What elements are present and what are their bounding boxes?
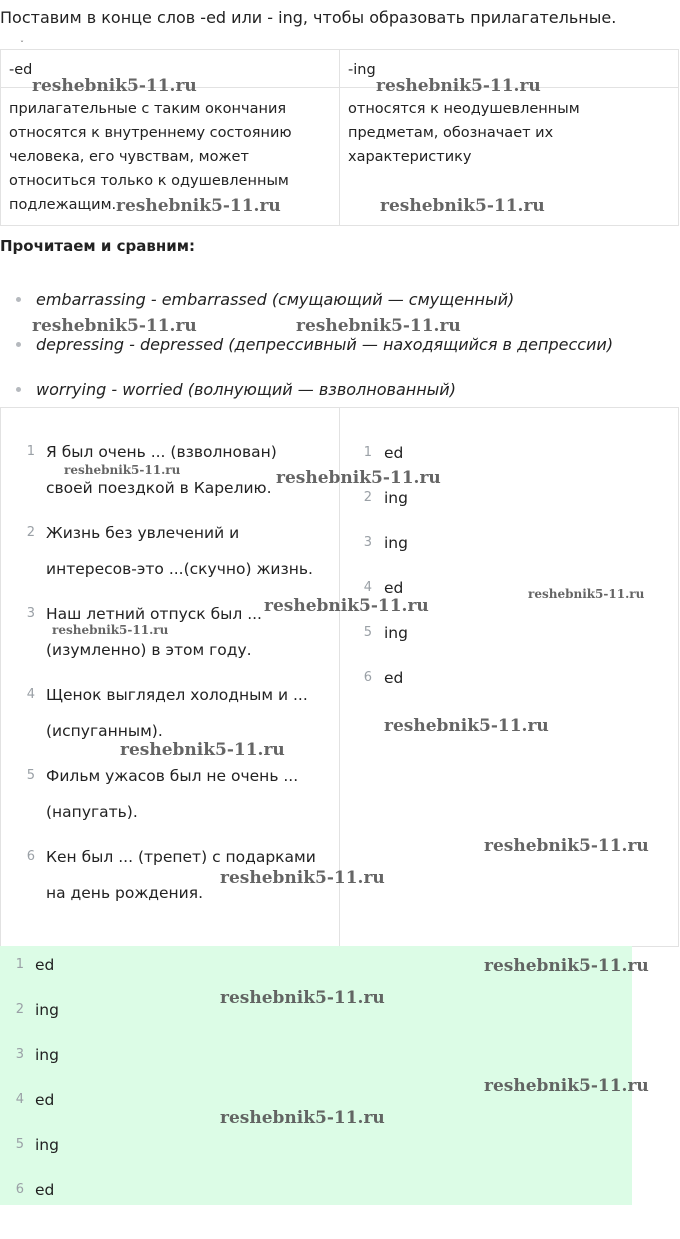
question-number: 1 <box>26 444 35 459</box>
answer-number: 5 <box>363 625 372 640</box>
watermark: reshebnik5-11.ru <box>120 740 285 760</box>
bullet-icon <box>16 342 21 347</box>
ing-header-cell: -ing <box>340 50 679 88</box>
question-text: Кен был ... (трепет) с подарками на день рождения. <box>46 848 316 902</box>
watermark: reshebnik5-11.ru <box>220 988 385 1008</box>
watermark: reshebnik5-11.ru <box>220 1108 385 1128</box>
watermark: reshebnik5-11.ru <box>116 196 281 216</box>
watermark: reshebnik5-11.ru <box>380 196 545 216</box>
answer-text: ing <box>35 1136 59 1154</box>
watermark: reshebnik5-11.ru <box>484 956 649 976</box>
watermark: reshebnik5-11.ru <box>296 316 461 336</box>
answer-text: ed <box>384 579 404 597</box>
question-text: Жизнь без увлечений и интересов-это ...(скучно) жизнь. <box>46 524 313 578</box>
stray-mark: ˇ <box>20 40 24 49</box>
answer-number: 1 <box>15 957 24 972</box>
watermark: reshebnik5-11.ru <box>528 587 645 601</box>
answer-text: ing <box>384 624 408 642</box>
watermark: reshebnik5-11.ru <box>484 836 649 856</box>
answer-number: 2 <box>15 1002 24 1017</box>
answer-text: ed <box>384 669 404 687</box>
question-number: 5 <box>26 768 35 783</box>
task-instruction: Поставим в конце слов -ed или - ing, чтобы образовать прилагательные. <box>0 8 617 27</box>
answer-text: ing <box>384 534 408 552</box>
answer-number: 3 <box>363 535 372 550</box>
question-number: 4 <box>26 687 35 702</box>
compare-heading: Прочитаем и сравним: <box>0 237 195 255</box>
question-text: Наш летний отпуск был ... (изумленно) в этом году. <box>46 605 262 659</box>
answer-text: ing <box>384 489 408 507</box>
answer-text: ed <box>35 1181 55 1199</box>
question-text: Я был очень ... (взволнован) своей поездкой в Карелию. <box>46 443 277 497</box>
pair-text: embarrassing - embarrassed (смущающий — смущенный) <box>36 290 515 309</box>
bullet-icon <box>16 297 21 302</box>
answer-number: 4 <box>363 580 372 595</box>
ing-rule-cell: относятся к неодушевленным предметам, обозначает их характеристику <box>340 88 679 226</box>
answer-number: 4 <box>15 1092 24 1107</box>
question-number: 6 <box>26 849 35 864</box>
answer-number: 6 <box>15 1182 24 1197</box>
ed-rule-cell: прилагательные с таким окончания относятся к внутреннему состоянию человека, его чувствам, может относиться только к одушевленным подлежащим. <box>1 88 340 226</box>
question-number: 2 <box>26 525 35 540</box>
questions-cell <box>1 408 340 947</box>
watermark: reshebnik5-11.ru <box>64 463 181 477</box>
answer-number: 3 <box>15 1047 24 1062</box>
pair-text: worrying - worried (волнующий — взволнованный) <box>36 380 456 399</box>
bullet-icon <box>16 387 21 392</box>
question-text: Фильм ужасов был не очень ... (напугать). <box>46 767 299 821</box>
watermark: reshebnik5-11.ru <box>32 76 197 96</box>
watermark: reshebnik5-11.ru <box>276 468 441 488</box>
watermark: reshebnik5-11.ru <box>52 623 169 637</box>
pair-text: depressing - depressed (депрессивный — находящийся в депрессии) <box>36 335 614 354</box>
question-number: 3 <box>26 606 35 621</box>
answer-text: ed <box>35 1091 55 1109</box>
watermark: reshebnik5-11.ru <box>376 76 541 96</box>
watermark: reshebnik5-11.ru <box>484 1076 649 1096</box>
watermark: reshebnik5-11.ru <box>384 716 549 736</box>
answer-number: 6 <box>363 670 372 685</box>
answer-text: ing <box>35 1001 59 1019</box>
watermark: reshebnik5-11.ru <box>220 868 385 888</box>
answer-text: ed <box>384 444 404 462</box>
watermark: reshebnik5-11.ru <box>32 316 197 336</box>
answer-number: 1 <box>363 445 372 460</box>
answer-text: ed <box>35 956 55 974</box>
watermark: reshebnik5-11.ru <box>264 596 429 616</box>
question-text: Щенок выглядел холодным и ... (испуганным). <box>46 686 308 740</box>
ed-header-cell: -ed <box>1 50 340 88</box>
answers-cell <box>340 408 679 947</box>
answer-text: ing <box>35 1046 59 1064</box>
exercise-table <box>0 407 679 947</box>
answer-number: 2 <box>363 490 372 505</box>
answer-number: 5 <box>15 1137 24 1152</box>
